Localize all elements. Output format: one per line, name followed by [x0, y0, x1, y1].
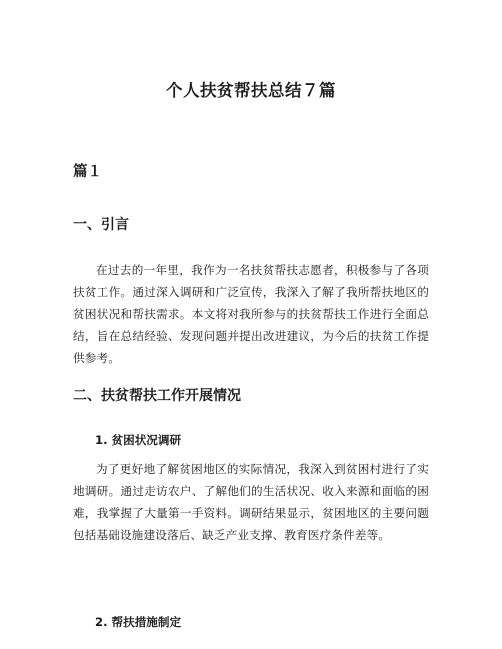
research-paragraph: 为了更好地了解贫困地区的实际情况，我深入到贫困村进行了实地调研。通过走访农户、了解他们的生活状况、收入来源和面临的困难，我掌握了大量第一手资料。调研结果显示，贫困地区的主要问题包括基础设施建设落后、缺乏产业支撑、教育医疗条件差等。: [73, 462, 429, 542]
intro-paragraph: 在过去的一年里，我作为一名扶贫帮扶志愿者，积极参与了各项扶贫工作。通过深入调研和广泛宣传，我深入了解了我所帮扶地区的贫困状况和帮扶需求。本文将对我所参与的扶贫帮扶工作进行全面总结，旨在总结经验、发现问题并提出改进建议，为今后的扶贫工作提供参考。: [73, 263, 429, 365]
subheading-research: 1. 贫困状况调研: [95, 433, 182, 447]
subheading-measures: 2. 帮扶措施制定: [95, 615, 182, 629]
section-heading-intro: 一、引言: [73, 217, 129, 233]
section-heading-work: 二、扶贫帮扶工作开展情况: [73, 388, 241, 404]
chapter-heading: 篇１: [73, 164, 102, 180]
document-title: 个人扶贫帮扶总结７篇: [166, 81, 336, 100]
